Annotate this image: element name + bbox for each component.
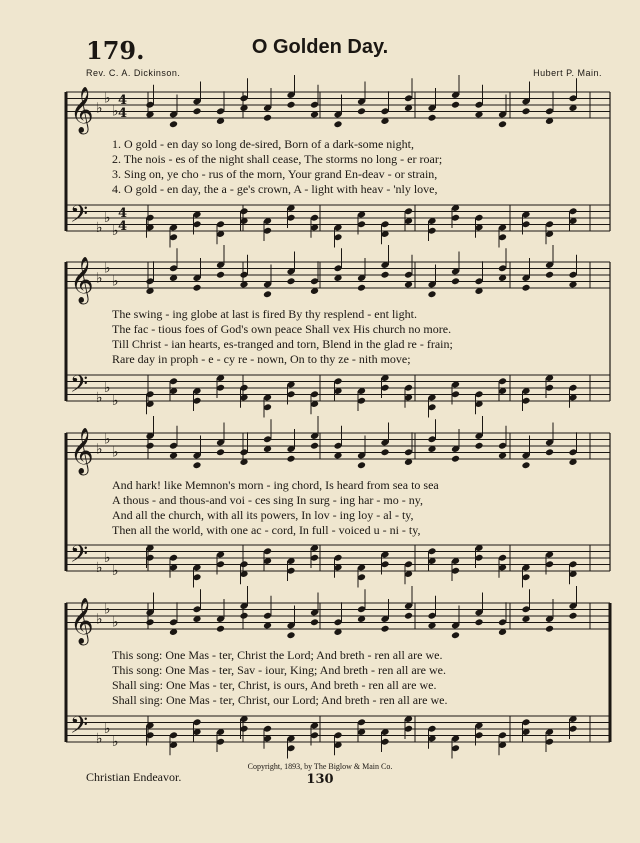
lyric-line: Rare day in proph - e - cy re - nown, On to thy ze - nith move; [112, 352, 411, 366]
note-head [380, 271, 389, 279]
note-head [286, 277, 295, 285]
flat-icon: ♭ [96, 389, 103, 406]
lyric-line: 4. O gold - en day, the a - ge's crown, A - light with heav - 'nly love, [112, 182, 438, 196]
flat-icon: ♭ [112, 444, 119, 461]
composer-credit: Hubert P. Main. [533, 68, 602, 78]
flat-icon: ♭ [96, 270, 103, 287]
lyric-line: Shall sing: One Mas - ter, Christ, is ours, And breth - ren all are we. [112, 678, 437, 692]
note-head [310, 618, 319, 626]
lyric-line: 3. Sing on, ye cho - rus of the morn, Your grand En-deav - or strain, [112, 167, 438, 181]
flat-icon: ♭ [104, 260, 111, 277]
flat-icon: ♭ [104, 210, 111, 226]
note-head [216, 271, 225, 279]
flat-icon: ♭ [104, 431, 111, 448]
lyric-line: 1. O gold - en day so long de-sired, Born of a dark-some night, [112, 137, 414, 151]
page-number: 130 [306, 772, 334, 787]
bass-clef-icon: 𝄢 [70, 540, 89, 573]
treble-time-signature: 4 [118, 106, 128, 121]
bass-clef-icon: 𝄢 [70, 370, 89, 403]
flat-icon: ♭ [96, 100, 103, 117]
note-head [192, 107, 201, 115]
note-head [216, 448, 225, 456]
note-head [216, 625, 225, 633]
flat-icon: ♭ [112, 393, 119, 409]
lyric-line: This song: One Mas - ter, Sav - iour, King; And breth - ren all are we. [112, 663, 446, 677]
flat-icon: ♭ [112, 223, 119, 239]
note-head [263, 290, 272, 298]
note-head [521, 461, 530, 469]
flat-icon: ♭ [112, 273, 119, 290]
lyric-line: And hark! like Memnon's morn - ing chord, Is heard from sea to sea [112, 478, 439, 492]
note-head [192, 461, 201, 469]
lyrics-system-2 [112, 307, 612, 367]
note-head [474, 442, 483, 450]
lyric-line: The fac - tious foes of God's own peace Shall vex His church no more. [112, 322, 452, 336]
lyric-line: The swing - ing globe at last is fired By thy resplend - ent light. [112, 307, 417, 321]
lyrics-system-3 [112, 478, 612, 538]
note-head [357, 107, 366, 115]
treble-clef-icon: 𝄞 [70, 598, 94, 644]
flat-icon: ♭ [96, 441, 103, 458]
lyrics-system-1 [112, 137, 612, 197]
treble-clef-icon: 𝄞 [70, 87, 94, 133]
note-head [169, 120, 178, 128]
note-head [286, 455, 295, 463]
note-head [521, 107, 530, 115]
lyric-line: A thous - and thous-and voi - ces sing In surg - ing har - mo - ny, [112, 493, 423, 507]
bass-time-signature: 4 [118, 206, 128, 221]
flat-icon: ♭ [96, 730, 103, 747]
note-head [521, 284, 530, 292]
note-head [498, 120, 507, 128]
note-head [263, 114, 272, 122]
flat-icon: ♭ [112, 734, 119, 750]
note-head [545, 448, 554, 456]
note-head [145, 442, 154, 450]
note-head [357, 461, 366, 469]
note-head [451, 277, 460, 285]
lyric-line: And all the church, with all its powers, In lov - ing loy - al - ty, [112, 508, 414, 522]
note-head [333, 120, 342, 128]
hymn-title: O Golden Day. [251, 36, 389, 58]
flat-icon: ♭ [104, 601, 111, 618]
note-head [451, 631, 460, 639]
bass-time-signature: 4 [118, 219, 128, 234]
lyric-line: Then all the world, with one ac - cord, In full - voiced u - ni - ty, [112, 523, 421, 537]
treble-clef-icon: 𝄞 [70, 257, 94, 303]
bass-clef-icon: 𝄢 [70, 711, 89, 744]
lyric-line: This song: One Mas - ter, Christ the Lord; And breth - ren all are we. [112, 648, 443, 662]
flat-icon: ♭ [112, 563, 119, 579]
note-head [286, 631, 295, 639]
flat-icon: ♭ [112, 614, 119, 631]
hymn-number: 179. [86, 36, 145, 65]
note-head [239, 612, 248, 620]
note-head [568, 612, 577, 620]
note-head [427, 114, 436, 122]
flat-icon: ♭ [112, 103, 119, 120]
lyricist-credit: Rev. C. A. Dickinson. [86, 68, 181, 78]
note-head [427, 290, 436, 298]
flat-icon: ♭ [104, 550, 111, 566]
note-head [145, 618, 154, 626]
flat-icon: ♭ [104, 90, 111, 107]
flat-icon: ♭ [96, 219, 103, 236]
flat-icon: ♭ [104, 380, 111, 396]
flat-icon: ♭ [96, 559, 103, 576]
note-head [451, 455, 460, 463]
note-head [545, 625, 554, 633]
collection-name: Christian Endeavor. [86, 770, 182, 784]
lyric-line: Till Christ - ian hearts, es-tranged and torn, Blend in the glad re - frain; [112, 337, 453, 351]
lyrics-system-4 [112, 648, 612, 708]
bass-clef-icon: 𝄢 [70, 200, 89, 233]
lyric-line: 2. The nois - es of the night shall cease, The storms no long - er roar; [112, 152, 443, 166]
flat-icon: ♭ [96, 611, 103, 628]
note-head [404, 612, 413, 620]
note-head [286, 101, 295, 109]
copyright-notice: Copyright, 1893, by The Biglow & Main Co. [247, 762, 393, 771]
note-head [310, 442, 319, 450]
note-head [545, 271, 554, 279]
note-head [380, 448, 389, 456]
note-head [474, 618, 483, 626]
flat-icon: ♭ [104, 721, 111, 737]
lyric-line: Shall sing: One Mas - ter, Christ, our Lord; And breth - ren all are we. [112, 693, 448, 707]
note-head [192, 284, 201, 292]
note-head [357, 284, 366, 292]
note-head [380, 625, 389, 633]
treble-clef-icon: 𝄞 [70, 428, 94, 474]
note-head [451, 101, 460, 109]
treble-time-signature: 4 [118, 93, 128, 108]
